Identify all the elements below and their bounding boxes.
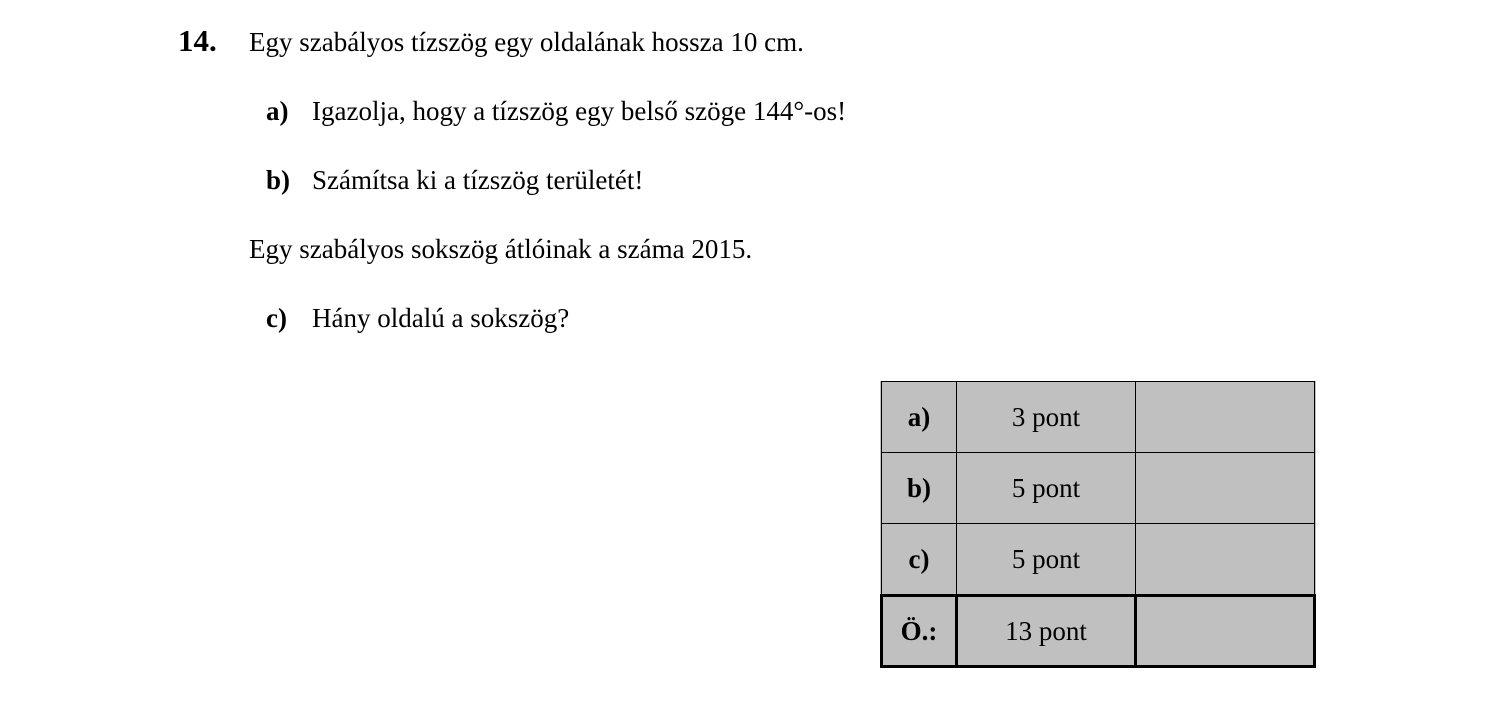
score-row bbox=[882, 453, 1315, 524]
part-a-text: Igazolja, hogy a tízszög egy belső szöge 144°-os! bbox=[312, 96, 847, 126]
problem-mid-text: Egy szabályos sokszög átlóinak a száma 2015. bbox=[249, 234, 753, 264]
score-row-earned-field[interactable] bbox=[1136, 382, 1315, 453]
score-total-earned-field[interactable] bbox=[1136, 596, 1315, 667]
score-row bbox=[882, 382, 1315, 453]
part-c-text: Hány oldalú a sokszög? bbox=[312, 303, 570, 333]
part-b bbox=[266, 162, 643, 198]
part-c-label: c) bbox=[266, 303, 287, 333]
part-b-text: Számítsa ki a tízszög területét! bbox=[312, 165, 644, 195]
score-row-label: b) bbox=[882, 453, 957, 524]
part-c bbox=[266, 300, 569, 336]
score-total-label: Ö.: bbox=[882, 596, 957, 667]
score-table bbox=[880, 381, 1316, 668]
score-row-earned-field[interactable] bbox=[1136, 453, 1315, 524]
score-row-label: c) bbox=[882, 524, 957, 596]
score-row-points: 5 pont bbox=[957, 453, 1136, 524]
score-total-points: 13 pont bbox=[957, 596, 1136, 667]
part-b-label: b) bbox=[266, 165, 291, 195]
score-row-earned-field[interactable] bbox=[1136, 524, 1315, 596]
score-row bbox=[882, 524, 1315, 596]
part-a bbox=[266, 93, 846, 129]
part-a-label: a) bbox=[266, 96, 289, 126]
score-row-label: a) bbox=[882, 382, 957, 453]
score-row-points: 3 pont bbox=[957, 382, 1136, 453]
score-row-points: 5 pont bbox=[957, 524, 1136, 596]
problem-number: 14. bbox=[178, 23, 217, 58]
score-total-row bbox=[882, 596, 1315, 667]
problem-intro: Egy szabályos tízszög egy oldalának hossza 10 cm. bbox=[249, 27, 804, 57]
